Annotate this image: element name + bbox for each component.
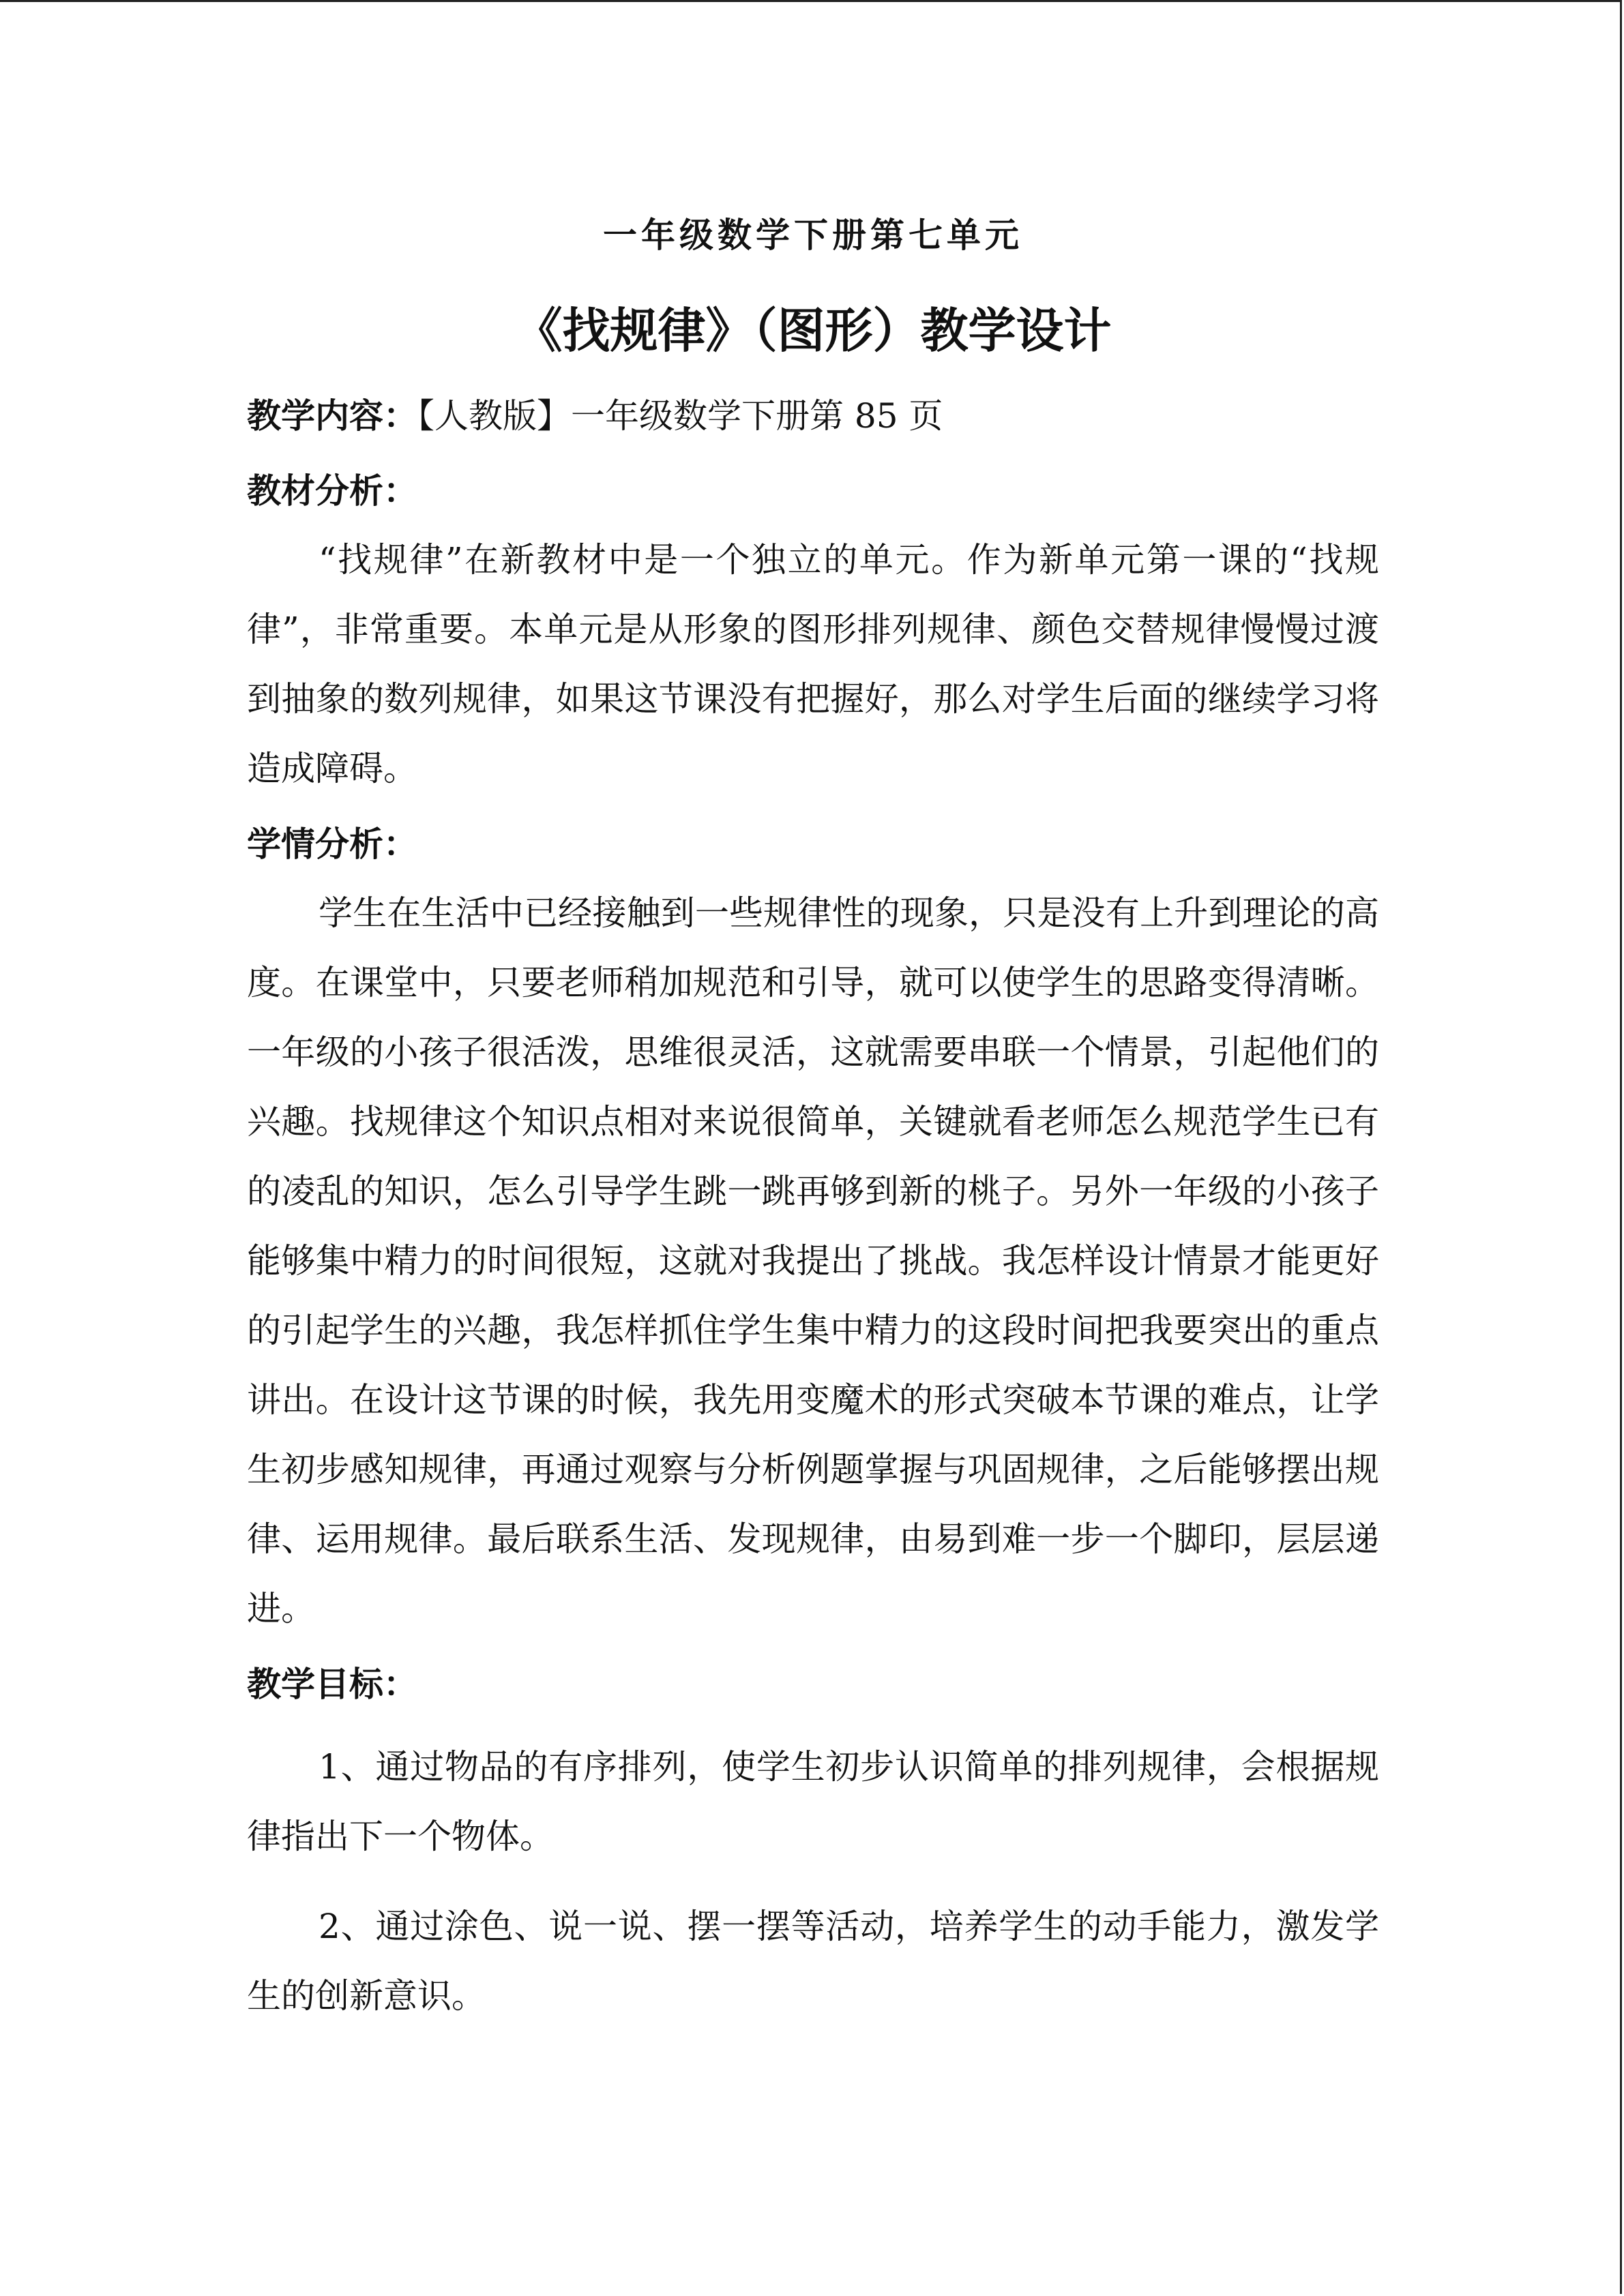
- teaching-goals-list: [247, 1732, 1379, 2031]
- section-heading-teaching-goals: 教学目标：: [247, 1665, 417, 1704]
- section-teaching-goals: [247, 1650, 1379, 2031]
- section-student-analysis: [247, 810, 1379, 1643]
- teaching-goal-item: 2、通过涂色、说一说、摆一摆等活动，培养学生的动手能力，激发学生的创新意识。: [247, 1907, 1379, 2016]
- section-material-analysis: [247, 457, 1379, 803]
- document-subtitle: 一年级数学下册第七单元: [603, 215, 1023, 255]
- teaching-content-label: 教学内容：: [247, 396, 417, 436]
- teaching-goal-item: 1、通过物品的有序排列，使学生初步认识简单的排列规律，会根据规律指出下一个物体。: [247, 1747, 1379, 1856]
- section-heading-material-analysis: 教材分析：: [247, 471, 417, 511]
- material-analysis-paragraph: “找规律”在新教材中是一个独立的单元。作为新单元第一课的“找规律”，非常重要。本单元是从形象的图形排列规律、颜色交替规律慢慢过渡到抽象的数列规律，如果这节课没有把握好，那么对学生后面的继续学习将造成障碍。: [247, 540, 1379, 788]
- section-heading-student-analysis: 学情分析：: [247, 824, 417, 864]
- document-title: 《找规律》（图形）教学设计: [514, 303, 1112, 359]
- student-analysis-paragraph: 学生在生活中已经接触到一些规律性的现象，只是没有上升到理论的高度。在课堂中，只要老师稍加规范和引导，就可以使学生的思路变得清晰。一年级的小孩子很活泼，思维很灵活，这就需要串联一个情景，引起他们的兴趣。找规律这个知识点相对来说很简单，关键就看老师怎么规范学生已有的凌乱的知识，怎么引导学生跳一跳再够到新的桃子。另外一年级的小孩子能够集中精力的时间很短，这就对我提出了挑战。我怎样设计情景才能更好的引起学生的兴趣，我怎样抓住学生集中精力的这段时间把我要突出的重点讲出。在设计这节课的时候，我先用变魔术的形式突破本节课的难点，让学生初步感知规律，再通过观察与分析例题掌握与巩固规律，之后能够摆出规律、运用规律。最后联系生活、发现规律，由易到难一步一个脚印，层层递进。: [247, 893, 1379, 1628]
- teaching-content-value: 【人教版】一年级数学下册第 85 页: [417, 396, 943, 436]
- teaching-content-line: [247, 382, 1379, 450]
- document-body: [247, 205, 1379, 2031]
